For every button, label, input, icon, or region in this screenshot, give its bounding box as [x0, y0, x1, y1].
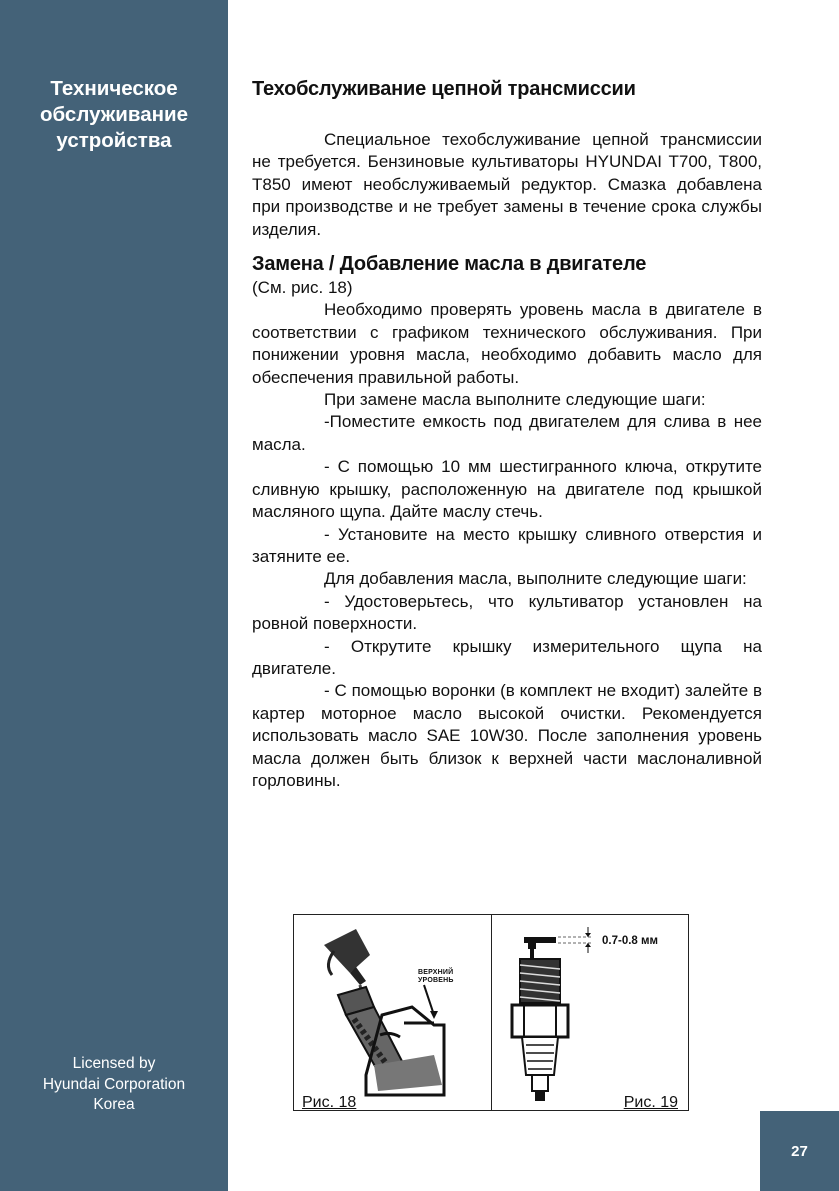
figure-caption: Рис. 18 [302, 1094, 357, 1111]
figure-reference: (См. рис. 18) [252, 278, 353, 298]
page-number-text: 27 [791, 1142, 808, 1160]
main-content [252, 78, 762, 792]
paragraph: Необходимо проверять уровень масла в двигателе в соответствии с графиком технического обслуживания. При понижении уровня масла, необходимо добавить масло для обеспечения правильной работы. [252, 300, 762, 387]
page-number [760, 1111, 839, 1191]
upper-level-label-line: ВЕРХНИЙ [418, 969, 454, 976]
license-line: Licensed by [72, 1055, 156, 1072]
figures-box [293, 914, 689, 1111]
paragraph: Для добавления масла, выполните следующие шаги: [324, 569, 747, 589]
figure-18 [294, 915, 492, 1110]
paragraph: Специальное техобслуживание цепной трансмиссии не требуется. Бензиновые культиваторы HYUNDAI T700, T800, T850 имеют необслуживаемый редуктор. Смазка добавлена при производстве и не требует замены в течение срока службы изделия. [252, 130, 762, 239]
sidebar-title [0, 76, 228, 154]
electrode-gap-label: 0.7-0.8 мм [602, 935, 659, 947]
sidebar [0, 0, 228, 1191]
license-note [0, 1054, 228, 1116]
list-step: - Установите на место крышку сливного отверстия и затяните ее. [252, 524, 762, 566]
oil-fill-illustration [294, 915, 490, 1109]
paragraph: При замене масла выполните следующие шаги: [324, 390, 706, 410]
sidebar-title-line: обслуживание [40, 103, 188, 126]
list-step: - Удостоверьтесь, что культиватор установлен на ровной поверхности. [252, 591, 762, 634]
sidebar-title-line: устройства [56, 129, 172, 152]
list-step: -Поместите емкость под двигателем для слива в нее масла. [252, 412, 762, 454]
figure-19 [492, 915, 688, 1110]
list-step: - Открутите крышку измерительного щупа на двигателе. [252, 636, 762, 678]
section-title-oil-change: Замена / Добавление масла в двигателе [252, 253, 647, 276]
sidebar-title-line: Техническое [50, 77, 178, 100]
license-line: Hyundai Corporation [42, 1075, 186, 1093]
license-line: Korea [93, 1096, 135, 1113]
upper-level-label-line: УРОВЕНЬ [418, 977, 454, 984]
list-step: - С помощью 10 мм шестигранного ключа, открутите сливную крышку, расположенную на двигателе под крышкой масляного щупа. Дайте маслу стечь. [252, 457, 762, 522]
list-step: - С помощью воронки (в комплект не входит) залейте в картер моторное масло высокой очистки. Рекомендуется использовать масло SAE 10W30. После заполнения уровень масла должен быть близок к верхней части маслоналивной горловины. [252, 681, 762, 790]
upper-level-label [418, 969, 454, 985]
figure-caption: Рис. 19 [623, 1094, 678, 1111]
section-title-chain-transmission: Техобслуживание цепной трансмиссии [252, 78, 636, 100]
